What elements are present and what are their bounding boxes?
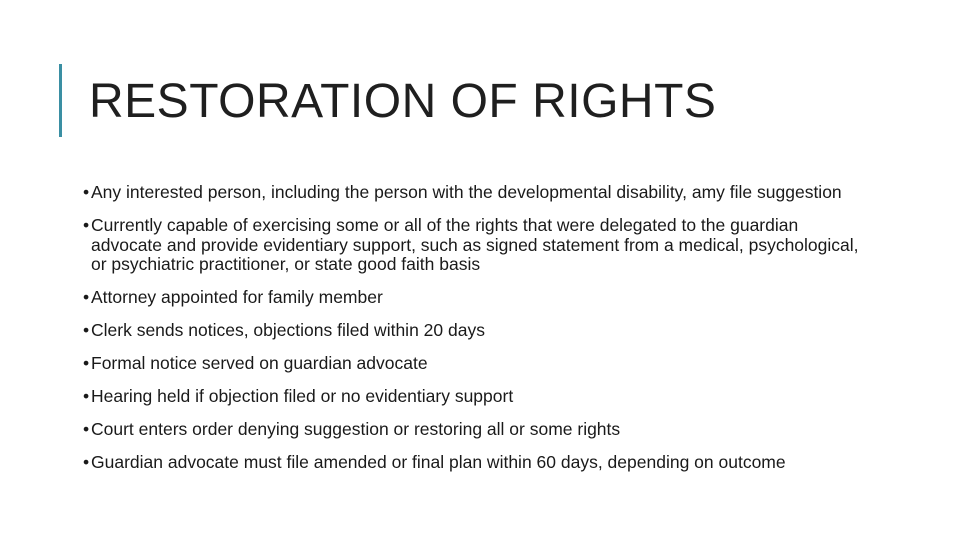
bullet-item: • Formal notice served on guardian advocate <box>83 354 863 374</box>
bullet-item: • Court enters order denying suggestion or restoring all or some rights <box>83 420 863 440</box>
bullet-item: • Currently capable of exercising some or all of the rights that were delegated to the guardian advocate and provide evidentiary support, such as signed statement from a medical, psychological, or psychiatric practitioner, or state good faith basis <box>83 216 863 275</box>
bullet-item: • Attorney appointed for family member <box>83 288 863 308</box>
bullet-item: • Guardian advocate must file amended or final plan within 60 days, depending on outcome <box>83 453 863 473</box>
bullet-list <box>83 183 863 486</box>
bullet-item: • Hearing held if objection filed or no evidentiary support <box>83 387 863 407</box>
slide-title: RESTORATION OF RIGHTS <box>89 75 717 128</box>
title-accent-bar <box>59 64 62 137</box>
bullet-item: • Any interested person, including the person with the developmental disability, amy file suggestion <box>83 183 863 203</box>
bullet-item: • Clerk sends notices, objections filed within 20 days <box>83 321 863 341</box>
